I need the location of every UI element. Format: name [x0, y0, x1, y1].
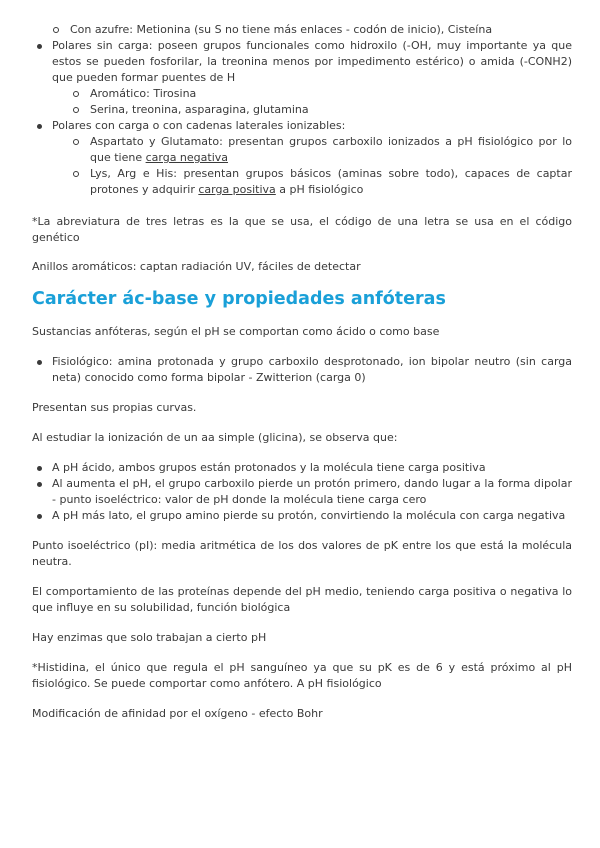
paragraph-enzimas: Hay enzimas que solo trabajan a cierto pH [32, 631, 267, 644]
list-item-polares-con-carga: Polares con carga o con cadenas laterales ionizables: Aspartato y Glutamato: presentan grupos carboxilo ionizados a pH fisiológico por lo que tiene carga negativa Lys, Arg e His: presentan grupos básicos (aminas sobre todo), capaces de captar protones y adquirir carga positiva a pH fisiológico [32, 118, 572, 198]
paragraph-comportamiento: El comportamiento de las proteínas depende del pH medio, teniendo carga positiva o negativa lo que influye en su solubilidad, función biológica [32, 585, 572, 614]
paragraph-ionizacion: Al estudiar la ionización de un aa simple (glicina), se observa que: [32, 431, 398, 444]
paragraph-sustancias: Sustancias anfóteras, según el pH se comportan como ácido o como base [32, 325, 440, 338]
list-item: Al aumenta el pH, el grupo carboxilo pierde un protón primero, dando lugar a la forma dipolar - punto isoeléctrico: valor de pH donde la molécula tiene carga cero [32, 476, 572, 508]
list-item: Lys, Arg e His: presentan grupos básicos (aminas sobre todo), capaces de captar protones y adquirir carga positiva a pH fisiológico [70, 166, 572, 198]
list-fisiologico [32, 354, 572, 386]
paragraph-modificacion: Modificación de afinidad por el oxígeno - efecto Bohr [32, 707, 323, 720]
sublist-polares-con-carga [70, 134, 572, 198]
sublist-polares-sin-carga [70, 86, 572, 118]
underlined-term: carga negativa [145, 151, 229, 164]
list-item-polares-sin-carga: Polares sin carga: poseen grupos funcionales como hidroxilo (-OH, muy importante ya que estos se pueden fosforilar, la treonina menos por impedimento estérico) o amida (-CONH2) que pueden formar puentes de H Aromático: Tirosina Serina, treonina, asparagina, glutamina [32, 38, 572, 118]
list-polares [32, 38, 572, 198]
list-item: Aromático: Tirosina [70, 86, 572, 102]
list-item: Aspartato y Glutamato: presentan grupos carboxilo ionizados a pH fisiológico por lo que tiene carga negativa [70, 134, 572, 166]
underlined-term: carga positiva [198, 183, 276, 196]
list-item: A pH más lato, el grupo amino pierde su protón, convirtiendo la molécula con carga negativa [32, 508, 572, 524]
list-item: Con azufre: Metionina (su S no tiene más enlaces - codón de inicio), Cisteína [50, 22, 572, 38]
paragraph-anillos: Anillos aromáticos: captan radiación UV, fáciles de detectar [32, 260, 361, 273]
paragraph-curvas: Presentan sus propias curvas. [32, 401, 197, 414]
list-item: A pH ácido, ambos grupos están protonados y la molécula tiene carga positiva [32, 460, 572, 476]
list-item: Serina, treonina, asparagina, glutamina [70, 102, 572, 118]
list-ionizacion [32, 460, 572, 524]
section-heading: Carácter ác-base y propiedades anfóteras [32, 289, 446, 309]
list-item: Fisiológico: amina protonada y grupo carboxilo desprotonado, ion bipolar neutro (sin carga neta) conocido como forma bipolar - Zwitterion (carga 0) [32, 354, 572, 386]
paragraph-abreviatura: *La abreviatura de tres letras es la que se usa, el código de una letra se usa en el código genético [32, 215, 572, 244]
sublist-azufre [50, 22, 572, 38]
document-page [32, 22, 572, 722]
paragraph-punto-isoelectrico: Punto isoeléctrico (pI): media aritmética de los dos valores de pK entre los que está la molécula neutra. [32, 539, 572, 568]
paragraph-histidina: *Histidina, el único que regula el pH sanguíneo ya que su pK es de 6 y está próximo al pH fisiológico. Se puede comportar como anfótero. A pH fisiológico [32, 661, 572, 690]
